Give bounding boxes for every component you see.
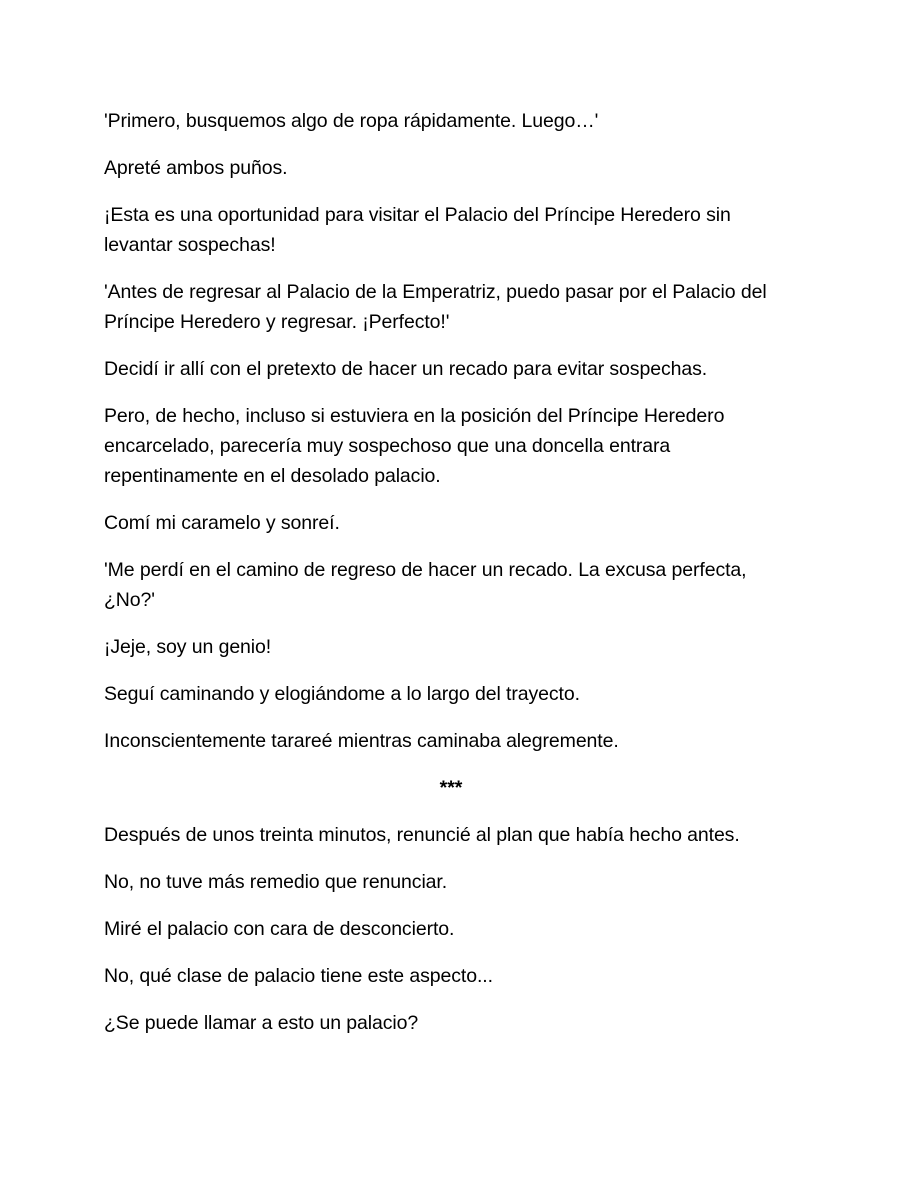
paragraph: Después de unos treinta minutos, renuncié al plan que había hecho antes. [104,824,740,846]
paragraph: ¡Jeje, soy un genio! [104,636,272,658]
paragraph: No, qué clase de palacio tiene este aspecto... [104,965,493,987]
paragraph: Comí mi caramelo y sonreí. [104,512,340,534]
paragraph: No, no tuve más remedio que renunciar. [104,871,448,893]
paragraph: 'Antes de regresar al Palacio de la Emperatriz, puedo pasar por el Palacio del Príncipe Heredero y regresar. ¡Perfecto!' [104,281,767,333]
paragraph: 'Me perdí en el camino de regreso de hacer un recado. La excusa perfecta, ¿No?' [104,559,747,611]
paragraph: Inconscientemente tarareé mientras caminaba alegremente. [104,730,619,752]
paragraph: ¿Se puede llamar a esto un palacio? [104,1012,419,1034]
section-separator: *** [439,777,463,799]
paragraph: 'Primero, busquemos algo de ropa rápidamente. Luego…' [104,110,599,132]
document-body [104,106,784,1055]
paragraph: Miré el palacio con cara de desconcierto. [104,918,455,940]
paragraph: ¡Esta es una oportunidad para visitar el Palacio del Príncipe Heredero sin levantar sospechas! [104,204,731,256]
paragraph: Seguí caminando y elogiándome a lo largo del trayecto. [104,683,580,705]
paragraph: Pero, de hecho, incluso si estuviera en la posición del Príncipe Heredero encarcelado, parecería muy sospechoso que una doncella entrara repentinamente en el desolado palacio. [104,405,725,487]
paragraph: Apreté ambos puños. [104,157,288,179]
paragraph: Decidí ir allí con el pretexto de hacer un recado para evitar sospechas. [104,358,708,380]
